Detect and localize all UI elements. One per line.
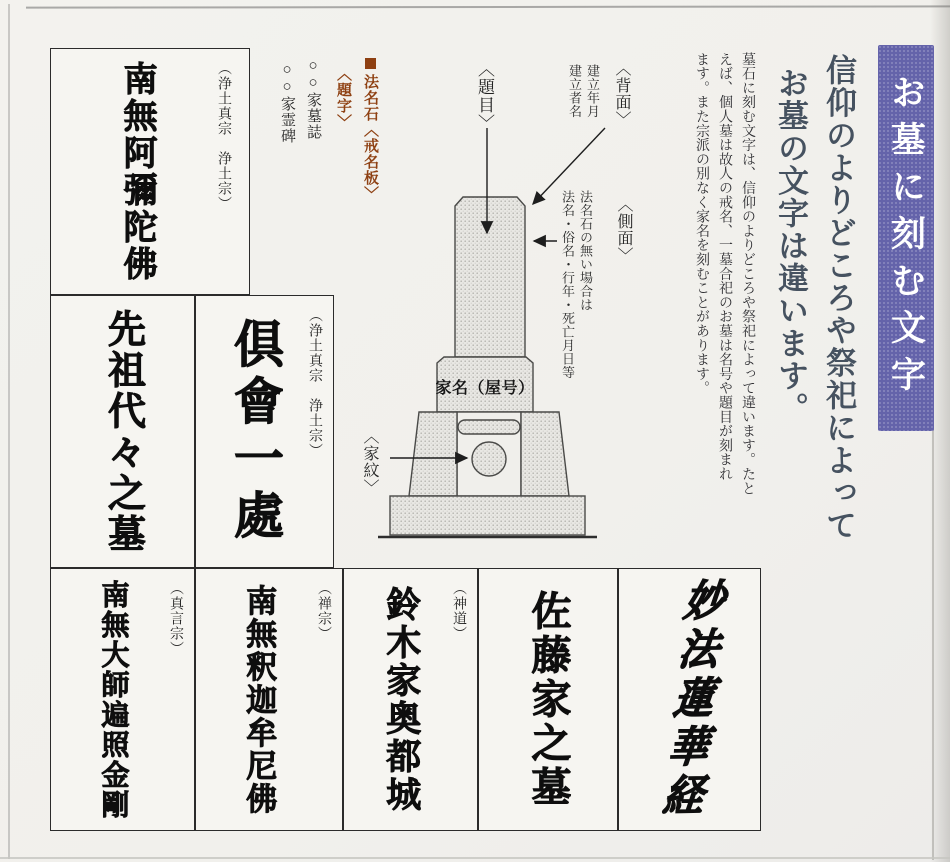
sokumen-note-1: 法名石の無い場合は bbox=[578, 190, 593, 312]
family-crest-circle bbox=[472, 442, 506, 476]
daimoku-label: 〈題目〉 bbox=[475, 60, 494, 132]
sect-label: （禅宗） bbox=[316, 581, 331, 641]
haimen-notes bbox=[565, 64, 601, 118]
sokumen-label: 〈側面〉 bbox=[615, 196, 632, 264]
intro-line-1: 墓石に刻む文字は、信仰のよりどころや祭祀によって違います。たと bbox=[740, 52, 755, 496]
kamon-label: 〈家紋〉 bbox=[361, 428, 378, 496]
sect-label: （真言宗） bbox=[168, 581, 183, 656]
calligraphy-text: 佐藤家之墓 bbox=[526, 589, 571, 810]
calligraphy-text: 南無阿彌陀佛 bbox=[118, 60, 156, 283]
calligraphy-text: 倶會一處 bbox=[226, 317, 283, 546]
sokumen-notes bbox=[558, 190, 594, 379]
calligraphy-text: 南無大師遍照金剛 bbox=[97, 579, 129, 820]
sokumen-note-2: 法名・俗名・行年・死亡月日等 bbox=[560, 190, 575, 379]
example-box-satoke bbox=[478, 568, 618, 831]
sect-label: （浄土真宗 浄土宗） bbox=[216, 61, 231, 211]
calligraphy-text: 先祖代々之墓 bbox=[101, 308, 144, 555]
calligraphy-text: 鈴木家奥都城 bbox=[381, 585, 421, 814]
example-box-kueissho bbox=[195, 295, 334, 568]
stone-base-slab bbox=[390, 496, 585, 535]
example-box-jodo bbox=[50, 48, 250, 295]
calligraphy-text: 妙法蓮華経 bbox=[654, 577, 726, 822]
daiji-label: 〈題字〉 bbox=[335, 66, 351, 130]
page-title: お墓に刻む文字 bbox=[886, 73, 926, 403]
boshi-label: ○○家墓誌 bbox=[305, 58, 321, 140]
stone-right-pier bbox=[521, 412, 569, 496]
homyoseki-label-text: 法名石〈戒名板〉 bbox=[362, 74, 378, 202]
calligraphy-text: 南無釈迦牟尼佛 bbox=[241, 584, 277, 815]
lead-heading-line-2: お墓の文字は違います。 bbox=[773, 67, 808, 425]
reihi-label: ○○家霊碑 bbox=[279, 62, 295, 144]
example-box-senzodaidai bbox=[50, 295, 195, 568]
example-box-zen bbox=[195, 568, 343, 831]
lead-heading-line-1: 信仰のよりどころや祭祀によって bbox=[821, 54, 856, 542]
stone-rod bbox=[458, 420, 520, 434]
example-box-daimoku-cursive bbox=[618, 568, 761, 831]
stone-left-pier bbox=[409, 412, 457, 496]
sect-label: （神道） bbox=[451, 581, 466, 641]
haimen-label: 〈背面〉 bbox=[613, 60, 630, 128]
example-box-shinto bbox=[343, 568, 478, 831]
haimen-note-2: 建立者名 bbox=[567, 64, 582, 118]
intro-line-3: ます。また宗派の別なく家名を刻むことがあります。 bbox=[694, 52, 709, 396]
sect-label: （浄土真宗 浄土宗） bbox=[307, 308, 322, 458]
kamei-label: 家名（屋号） bbox=[435, 380, 535, 397]
example-box-shingon bbox=[50, 568, 195, 831]
intro-line-2: えば、個人墓は故人の戒名、一墓合祀のお墓は名号や題目が刻まれ bbox=[717, 52, 732, 481]
haimen-note-1: 建立年月 bbox=[585, 64, 600, 118]
stone-pillar bbox=[455, 197, 525, 357]
